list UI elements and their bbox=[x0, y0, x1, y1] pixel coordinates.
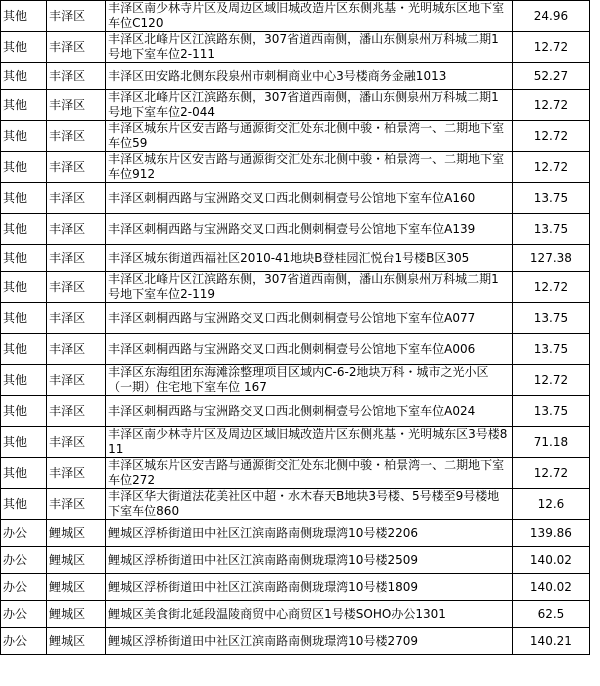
row-district-cell: 丰泽区 bbox=[47, 245, 106, 272]
row-area-cell: 12.72 bbox=[512, 32, 589, 63]
row-district-cell: 丰泽区 bbox=[47, 365, 106, 396]
row-district-cell: 丰泽区 bbox=[47, 152, 106, 183]
table-row bbox=[1, 628, 590, 655]
table-row bbox=[1, 520, 590, 547]
table-row bbox=[1, 396, 590, 427]
row-type-cell: 办公 bbox=[1, 574, 47, 601]
row-location-cell: 丰泽区田安路北侧东段泉州市刺桐商业中心3号楼商务金融1013 bbox=[106, 63, 513, 90]
row-location-cell: 丰泽区刺桐西路与宝洲路交叉口西北侧刺桐壹号公馆地下室车位A160 bbox=[106, 183, 513, 214]
row-district-cell: 丰泽区 bbox=[47, 121, 106, 152]
row-location-cell: 丰泽区刺桐西路与宝洲路交叉口西北侧刺桐壹号公馆地下室车位A006 bbox=[106, 334, 513, 365]
row-district-cell: 丰泽区 bbox=[47, 272, 106, 303]
row-type-cell: 其他 bbox=[1, 334, 47, 365]
table-row bbox=[1, 121, 590, 152]
row-area-cell: 139.86 bbox=[512, 520, 589, 547]
row-location-cell: 丰泽区东海组团东海滩涂整理项目区域内C-6-2地块万科・城市之光小区（一期）住宅地下室车位 167 bbox=[106, 365, 513, 396]
row-type-cell: 其他 bbox=[1, 214, 47, 245]
row-area-cell: 71.18 bbox=[512, 427, 589, 458]
row-area-cell: 12.6 bbox=[512, 489, 589, 520]
row-location-cell: 丰泽区南少林寺片区及周边区域旧城改造片区东侧兆基・光明城东区地下室车位C120 bbox=[106, 1, 513, 32]
table-row bbox=[1, 601, 590, 628]
row-type-cell: 其他 bbox=[1, 365, 47, 396]
table-row bbox=[1, 63, 590, 90]
row-area-cell: 140.02 bbox=[512, 547, 589, 574]
row-area-cell: 12.72 bbox=[512, 152, 589, 183]
row-type-cell: 其他 bbox=[1, 396, 47, 427]
row-type-cell: 其他 bbox=[1, 489, 47, 520]
row-location-cell: 鲤城区浮桥街道田中社区江滨南路南侧珑璟湾10号楼2509 bbox=[106, 547, 513, 574]
row-area-cell: 12.72 bbox=[512, 90, 589, 121]
row-location-cell: 鲤城区浮桥街道田中社区江滨南路南侧珑璟湾10号楼2206 bbox=[106, 520, 513, 547]
row-area-cell: 62.5 bbox=[512, 601, 589, 628]
table-row bbox=[1, 365, 590, 396]
row-location-cell: 丰泽区北峰片区江滨路东侧，307省道西南侧，潘山东侧泉州万科城二期1号地下室车位2-119 bbox=[106, 272, 513, 303]
row-area-cell: 12.72 bbox=[512, 121, 589, 152]
row-type-cell: 其他 bbox=[1, 303, 47, 334]
row-area-cell: 13.75 bbox=[512, 334, 589, 365]
row-type-cell: 其他 bbox=[1, 245, 47, 272]
row-type-cell: 办公 bbox=[1, 601, 47, 628]
row-location-cell: 丰泽区刺桐西路与宝洲路交叉口西北侧刺桐壹号公馆地下室车位A024 bbox=[106, 396, 513, 427]
row-area-cell: 127.38 bbox=[512, 245, 589, 272]
table-row bbox=[1, 214, 590, 245]
row-district-cell: 丰泽区 bbox=[47, 214, 106, 245]
row-area-cell: 12.72 bbox=[512, 365, 589, 396]
table-row bbox=[1, 427, 590, 458]
row-location-cell: 鲤城区浮桥街道田中社区江滨南路南侧珑璟湾10号楼2709 bbox=[106, 628, 513, 655]
row-area-cell: 12.72 bbox=[512, 458, 589, 489]
table-row bbox=[1, 152, 590, 183]
row-location-cell: 丰泽区城东片区安吉路与通源街交汇处东北侧中骏・柏景湾一、二期地下室车位272 bbox=[106, 458, 513, 489]
row-district-cell: 鲤城区 bbox=[47, 547, 106, 574]
row-location-cell: 丰泽区南少林寺片区及周边区域旧城改造片区东侧兆基・光明城东区3号楼811 bbox=[106, 427, 513, 458]
row-district-cell: 丰泽区 bbox=[47, 489, 106, 520]
row-location-cell: 丰泽区城东片区安吉路与通源街交汇处东北侧中骏・柏景湾一、二期地下室车位912 bbox=[106, 152, 513, 183]
row-district-cell: 丰泽区 bbox=[47, 63, 106, 90]
row-type-cell: 办公 bbox=[1, 547, 47, 574]
row-district-cell: 丰泽区 bbox=[47, 90, 106, 121]
row-type-cell: 其他 bbox=[1, 32, 47, 63]
table-row bbox=[1, 489, 590, 520]
row-district-cell: 鲤城区 bbox=[47, 520, 106, 547]
row-location-cell: 丰泽区华大街道法花美社区中超・水木春天B地块3号楼、5号楼至9号楼地下室车位860 bbox=[106, 489, 513, 520]
row-district-cell: 丰泽区 bbox=[47, 183, 106, 214]
table-row bbox=[1, 1, 590, 32]
row-area-cell: 140.21 bbox=[512, 628, 589, 655]
row-district-cell: 鲤城区 bbox=[47, 574, 106, 601]
row-type-cell: 其他 bbox=[1, 427, 47, 458]
row-type-cell: 其他 bbox=[1, 63, 47, 90]
row-area-cell: 140.02 bbox=[512, 574, 589, 601]
row-area-cell: 24.96 bbox=[512, 1, 589, 32]
table-row bbox=[1, 32, 590, 63]
row-type-cell: 其他 bbox=[1, 90, 47, 121]
row-type-cell: 其他 bbox=[1, 152, 47, 183]
row-location-cell: 丰泽区刺桐西路与宝洲路交叉口西北侧刺桐壹号公馆地下室车位A139 bbox=[106, 214, 513, 245]
row-location-cell: 鲤城区浮桥街道田中社区江滨南路南侧珑璟湾10号楼1809 bbox=[106, 574, 513, 601]
row-type-cell: 其他 bbox=[1, 121, 47, 152]
row-district-cell: 丰泽区 bbox=[47, 334, 106, 365]
row-type-cell: 其他 bbox=[1, 458, 47, 489]
row-area-cell: 52.27 bbox=[512, 63, 589, 90]
row-location-cell: 丰泽区北峰片区江滨路东侧，307省道西南侧，潘山东侧泉州万科城二期1号地下室车位2-111 bbox=[106, 32, 513, 63]
row-district-cell: 丰泽区 bbox=[47, 458, 106, 489]
row-type-cell: 办公 bbox=[1, 628, 47, 655]
row-district-cell: 丰泽区 bbox=[47, 427, 106, 458]
table-row bbox=[1, 272, 590, 303]
row-district-cell: 丰泽区 bbox=[47, 32, 106, 63]
row-type-cell: 办公 bbox=[1, 520, 47, 547]
table-row bbox=[1, 574, 590, 601]
table-row bbox=[1, 458, 590, 489]
row-area-cell: 13.75 bbox=[512, 214, 589, 245]
table-row bbox=[1, 183, 590, 214]
row-district-cell: 鲤城区 bbox=[47, 628, 106, 655]
row-area-cell: 12.72 bbox=[512, 272, 589, 303]
row-area-cell: 13.75 bbox=[512, 396, 589, 427]
row-type-cell: 其他 bbox=[1, 183, 47, 214]
table-row bbox=[1, 245, 590, 272]
row-location-cell: 丰泽区刺桐西路与宝洲路交叉口西北侧刺桐壹号公馆地下室车位A077 bbox=[106, 303, 513, 334]
table-row bbox=[1, 90, 590, 121]
row-district-cell: 丰泽区 bbox=[47, 1, 106, 32]
row-area-cell: 13.75 bbox=[512, 183, 589, 214]
table-row bbox=[1, 547, 590, 574]
row-type-cell: 其他 bbox=[1, 272, 47, 303]
row-district-cell: 丰泽区 bbox=[47, 303, 106, 334]
row-location-cell: 鲤城区美食街北延段温陵商贸中心商贸区1号楼SOHO办公1301 bbox=[106, 601, 513, 628]
row-district-cell: 丰泽区 bbox=[47, 396, 106, 427]
row-location-cell: 丰泽区城东片区安吉路与通源街交汇处东北侧中骏・柏景湾一、二期地下室车位59 bbox=[106, 121, 513, 152]
row-type-cell: 其他 bbox=[1, 1, 47, 32]
row-area-cell: 13.75 bbox=[512, 303, 589, 334]
table-row bbox=[1, 303, 590, 334]
row-location-cell: 丰泽区城东街道西福社区2010-41地块B登桂园汇悦台1号楼B区305 bbox=[106, 245, 513, 272]
table-row bbox=[1, 334, 590, 365]
row-district-cell: 鲤城区 bbox=[47, 601, 106, 628]
row-location-cell: 丰泽区北峰片区江滨路东侧，307省道西南侧，潘山东侧泉州万科城二期1号地下室车位2-044 bbox=[106, 90, 513, 121]
